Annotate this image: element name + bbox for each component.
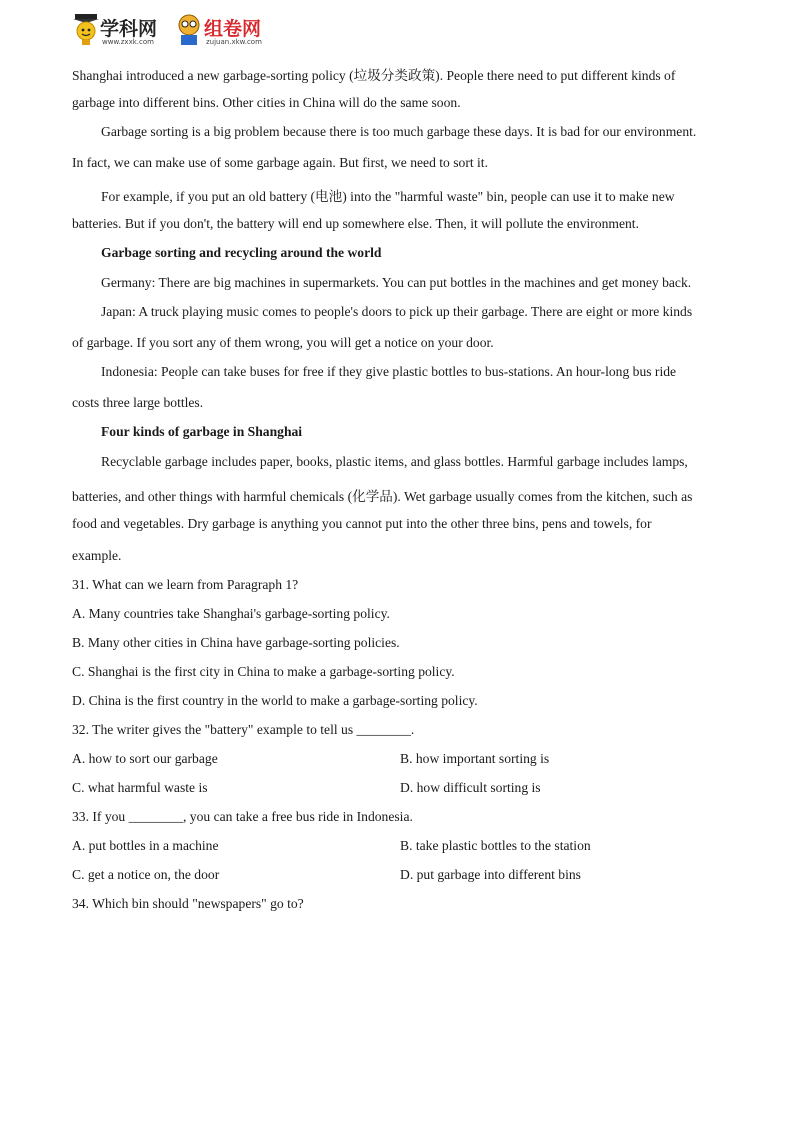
option-31-a: A. Many countries take Shanghai's garbage-sorting policy. — [72, 606, 390, 621]
mascot-icon — [174, 12, 204, 46]
paragraph-line: batteries, and other things with harmful chemicals (化学品). Wet garbage usually comes from the kitchen, such as — [72, 489, 693, 504]
section-heading: Garbage sorting and recycling around the world — [101, 245, 382, 260]
option-31-c: C. Shanghai is the first city in China to make a garbage-sorting policy. — [72, 664, 455, 679]
paragraph-line: Indonesia: People can take buses for free if they give plastic bottles to bus-stations. An hour-long bus ride — [101, 364, 677, 379]
option-33-a: A. put bottles in a machine — [72, 838, 219, 853]
option-31-d: D. China is the first country in the world to make a garbage-sorting policy. — [72, 693, 478, 708]
option-33-b: B. take plastic bottles to the station — [400, 838, 591, 853]
option-33-c: C. get a notice on, the door — [72, 867, 220, 882]
paragraph-line: Japan: A truck playing music comes to people's doors to pick up their garbage. There are eight or more kinds — [101, 304, 693, 319]
paragraph-line: Garbage sorting is a big problem because there is too much garbage these days. It is bad for our environment. — [101, 124, 697, 139]
option-32-c: C. what harmful waste is — [72, 780, 208, 795]
question-31: 31. What can we learn from Paragraph 1? — [72, 577, 299, 592]
option-32-a: A. how to sort our garbage — [72, 751, 218, 766]
option-32-b: B. how important sorting is — [400, 751, 550, 766]
option-32-d: D. how difficult sorting is — [400, 780, 541, 795]
paragraph-line: Germany: There are big machines in supermarkets. You can put bottles in the machines and get money back. — [101, 275, 692, 290]
paragraph-line: In fact, we can make use of some garbage again. But first, we need to sort it. — [72, 155, 488, 170]
paragraph-line: batteries. But if you don't, the battery will end up somewhere else. Then, it will pollute the environment. — [72, 216, 639, 231]
paragraph-line: example. — [72, 548, 122, 563]
paragraph-line: garbage into different bins. Other cities in China will do the same soon. — [72, 95, 461, 110]
paragraph-line: of garbage. If you sort any of them wrong, you will get a notice on your door. — [72, 335, 494, 350]
header-logos — [72, 8, 372, 48]
logo2-sub: zujuan.xkw.com — [206, 38, 262, 46]
section-heading: Four kinds of garbage in Shanghai — [101, 424, 303, 439]
paragraph-line: costs three large bottles. — [72, 395, 204, 410]
paragraph-line: food and vegetables. Dry garbage is anything you cannot put into the other three bins, pens and towels, for — [72, 516, 652, 531]
question-34: 34. Which bin should "newspapers" go to? — [72, 896, 304, 911]
mascot-icon — [72, 12, 102, 46]
paragraph-line: Shanghai introduced a new garbage-sorting policy (垃圾分类政策). People there need to put different kinds of — [72, 68, 676, 83]
question-33: 33. If you ________, you can take a free bus ride in Indonesia. — [72, 809, 413, 824]
logo2-text: 组卷网 — [204, 18, 262, 40]
question-32: 32. The writer gives the "battery" example to tell us ________. — [72, 722, 415, 737]
option-31-b: B. Many other cities in China have garbage-sorting policies. — [72, 635, 400, 650]
logo1-text: 学科网 — [100, 18, 158, 40]
zxxk-logo — [72, 12, 167, 48]
paragraph-line: Recyclable garbage includes paper, books, plastic items, and glass bottles. Harmful garbage includes lamps, — [101, 454, 688, 469]
logo1-sub: www.zxxk.com — [102, 38, 154, 46]
zujuan-logo — [174, 12, 274, 48]
paragraph-line: For example, if you put an old battery (电池) into the "harmful waste" bin, people can use it to make new — [101, 189, 675, 204]
option-33-d: D. put garbage into different bins — [400, 867, 581, 882]
